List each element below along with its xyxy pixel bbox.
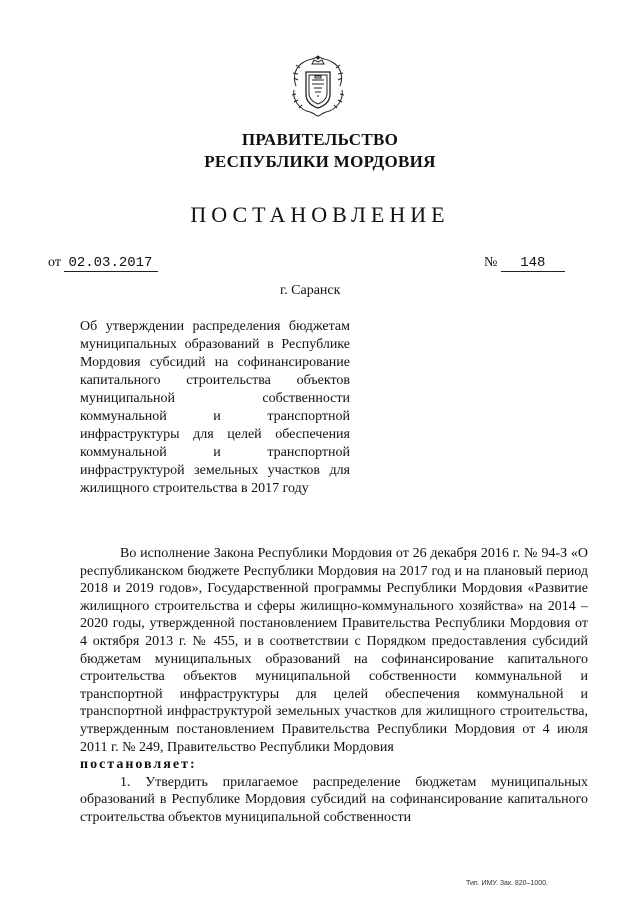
body-paragraph-2: 1. Утвердить прилагаемое распределение бюджетам муниципальных образований в Республике Мордовия субсидий на софинансирование капитального строительства объектов муниципальной собственности [80, 774, 588, 825]
body-paragraph-1 [80, 545, 588, 756]
date-prefix: от [48, 255, 61, 270]
document-number: 148 [501, 256, 565, 272]
number-line [484, 255, 565, 272]
print-footer: Тип. ИМУ. Зак. 820–1000. [466, 880, 548, 887]
city: г. Саранск [280, 283, 341, 298]
date-line [48, 255, 158, 272]
body-paragraph-1-text: Во исполнение Закона Республики Мордовия от 26 декабря 2016 г. № 94-З «О республиканском бюджете Республики Мордовия на 2017 год и на плановый период 2018 и 2019 годов», Государственной программы Республики Мордовия «Развитие жилищного строительства и сферы жилищно-коммунального хозяйства» на 2014 – 2020 годы, утвержденной постановлением Правительства Республики Мордовия от 4 октября 2013 г. № 455, и в соответствии с Порядком предоставления субсидий бюджетам муниципальных образований на софинансирование капитального строительства объектов муниципальной собственности коммунальной и транспортной инфраструктуры для целей обеспечения коммунальной и транспортной инфраструктурой земельных участков для жилищного строительства, утвержденным постановлением Правительства Республики Мордовия от 4 июля 2011 г. № 249, Правительство Республики Мордовия [80, 546, 588, 755]
government-name-line1: ПРАВИТЕЛЬСТВО [241, 130, 399, 149]
government-name-line2: РЕСПУБЛИКИ МОРДОВИЯ [204, 152, 436, 171]
document-date: 02.03.2017 [64, 256, 158, 272]
number-prefix: № [484, 255, 498, 270]
document-subject: Об утверждении распределения бюджетам муниципальных образований в Республике Мордовия субсидий на софинансирование капитального строительства объектов муниципальной собственности коммунальной и транспортной инфраструктуры для целей обеспечения коммунальной и транспортной инфраструктурой земельных участков для жилищного строительства в 2017 году [80, 319, 350, 496]
document-body [80, 545, 588, 827]
resolves-keyword: постановляет: [80, 757, 197, 773]
coat-of-arms-emblem [286, 50, 350, 118]
document-type-title: ПОСТАНОВЛЕНИЕ [190, 202, 450, 227]
